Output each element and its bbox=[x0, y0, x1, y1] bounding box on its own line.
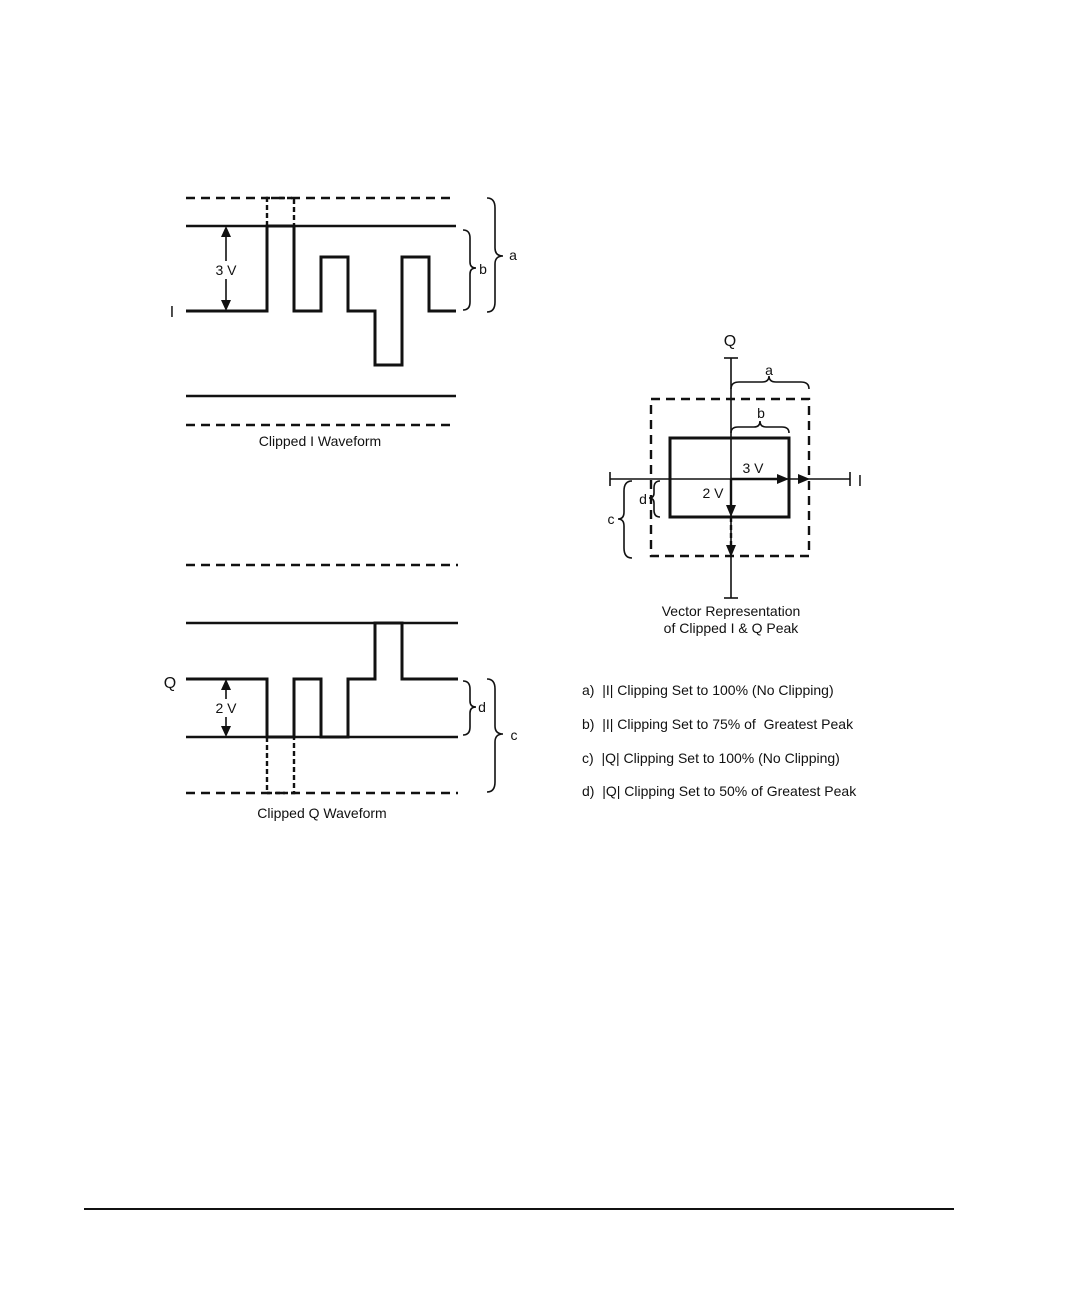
vector-brace-b-label: b bbox=[757, 405, 765, 421]
vector-brace-c-label: c bbox=[607, 511, 615, 527]
legend-item-c: c) |Q| Clipping Set to 100% (No Clipping) bbox=[582, 750, 840, 766]
i-voltage-arrow-down bbox=[221, 300, 231, 311]
vector-representation bbox=[608, 333, 863, 636]
q-brace-d-label: d bbox=[478, 699, 486, 715]
vector-i-voltage-label: 3 V bbox=[742, 460, 764, 476]
q-voltage-arrow-down bbox=[221, 726, 231, 737]
i-axis-label: I bbox=[169, 304, 175, 321]
i-brace-a bbox=[487, 198, 503, 312]
i-waveform-caption: Clipped I Waveform bbox=[258, 433, 382, 449]
i-brace-a-label: a bbox=[509, 247, 517, 263]
vector-i-axis-label: I bbox=[857, 473, 863, 490]
q-brace-c bbox=[487, 679, 503, 792]
q-voltage-label: 2 V bbox=[215, 700, 237, 716]
q-brace-d bbox=[463, 681, 476, 735]
vector-q-voltage-label: 2 V bbox=[702, 485, 724, 501]
q-voltage-arrow-up bbox=[221, 679, 231, 690]
legend-item-a: a) |I| Clipping Set to 100% (No Clipping) bbox=[582, 682, 834, 698]
vector-brace-d-label: d bbox=[639, 491, 647, 507]
legend-item-b: b) |I| Clipping Set to 75% of Greatest Peak bbox=[582, 716, 854, 732]
i-vector-clipped-arrowhead bbox=[777, 474, 789, 484]
legend-item-d: d) |Q| Clipping Set to 50% of Greatest Peak bbox=[582, 783, 857, 799]
clipped-q-waveform bbox=[164, 565, 518, 821]
q-clipped-trough-dashed bbox=[267, 737, 294, 793]
q-vector-clipped-arrowhead bbox=[726, 505, 736, 517]
vector-caption-line1: Vector Representation bbox=[661, 603, 801, 619]
vector-q-axis-label: Q bbox=[723, 333, 737, 350]
vector-caption-line2: of Clipped I & Q Peak bbox=[663, 620, 799, 636]
i-brace-b bbox=[463, 230, 476, 310]
i-voltage-arrow-up bbox=[221, 226, 231, 237]
clipped-i-waveform bbox=[170, 198, 517, 449]
legend bbox=[582, 682, 857, 799]
vector-brace-b bbox=[731, 421, 789, 433]
q-waveform-caption: Clipped Q Waveform bbox=[257, 805, 387, 821]
vector-brace-c bbox=[618, 481, 632, 558]
i-brace-b-label: b bbox=[479, 261, 487, 277]
i-clipped-peak-dashed bbox=[267, 198, 294, 226]
vector-brace-a-label: a bbox=[765, 362, 773, 378]
q-axis-label: Q bbox=[163, 675, 177, 692]
i-voltage-label: 3 V bbox=[215, 262, 237, 278]
q-brace-c-label: c bbox=[510, 727, 518, 743]
